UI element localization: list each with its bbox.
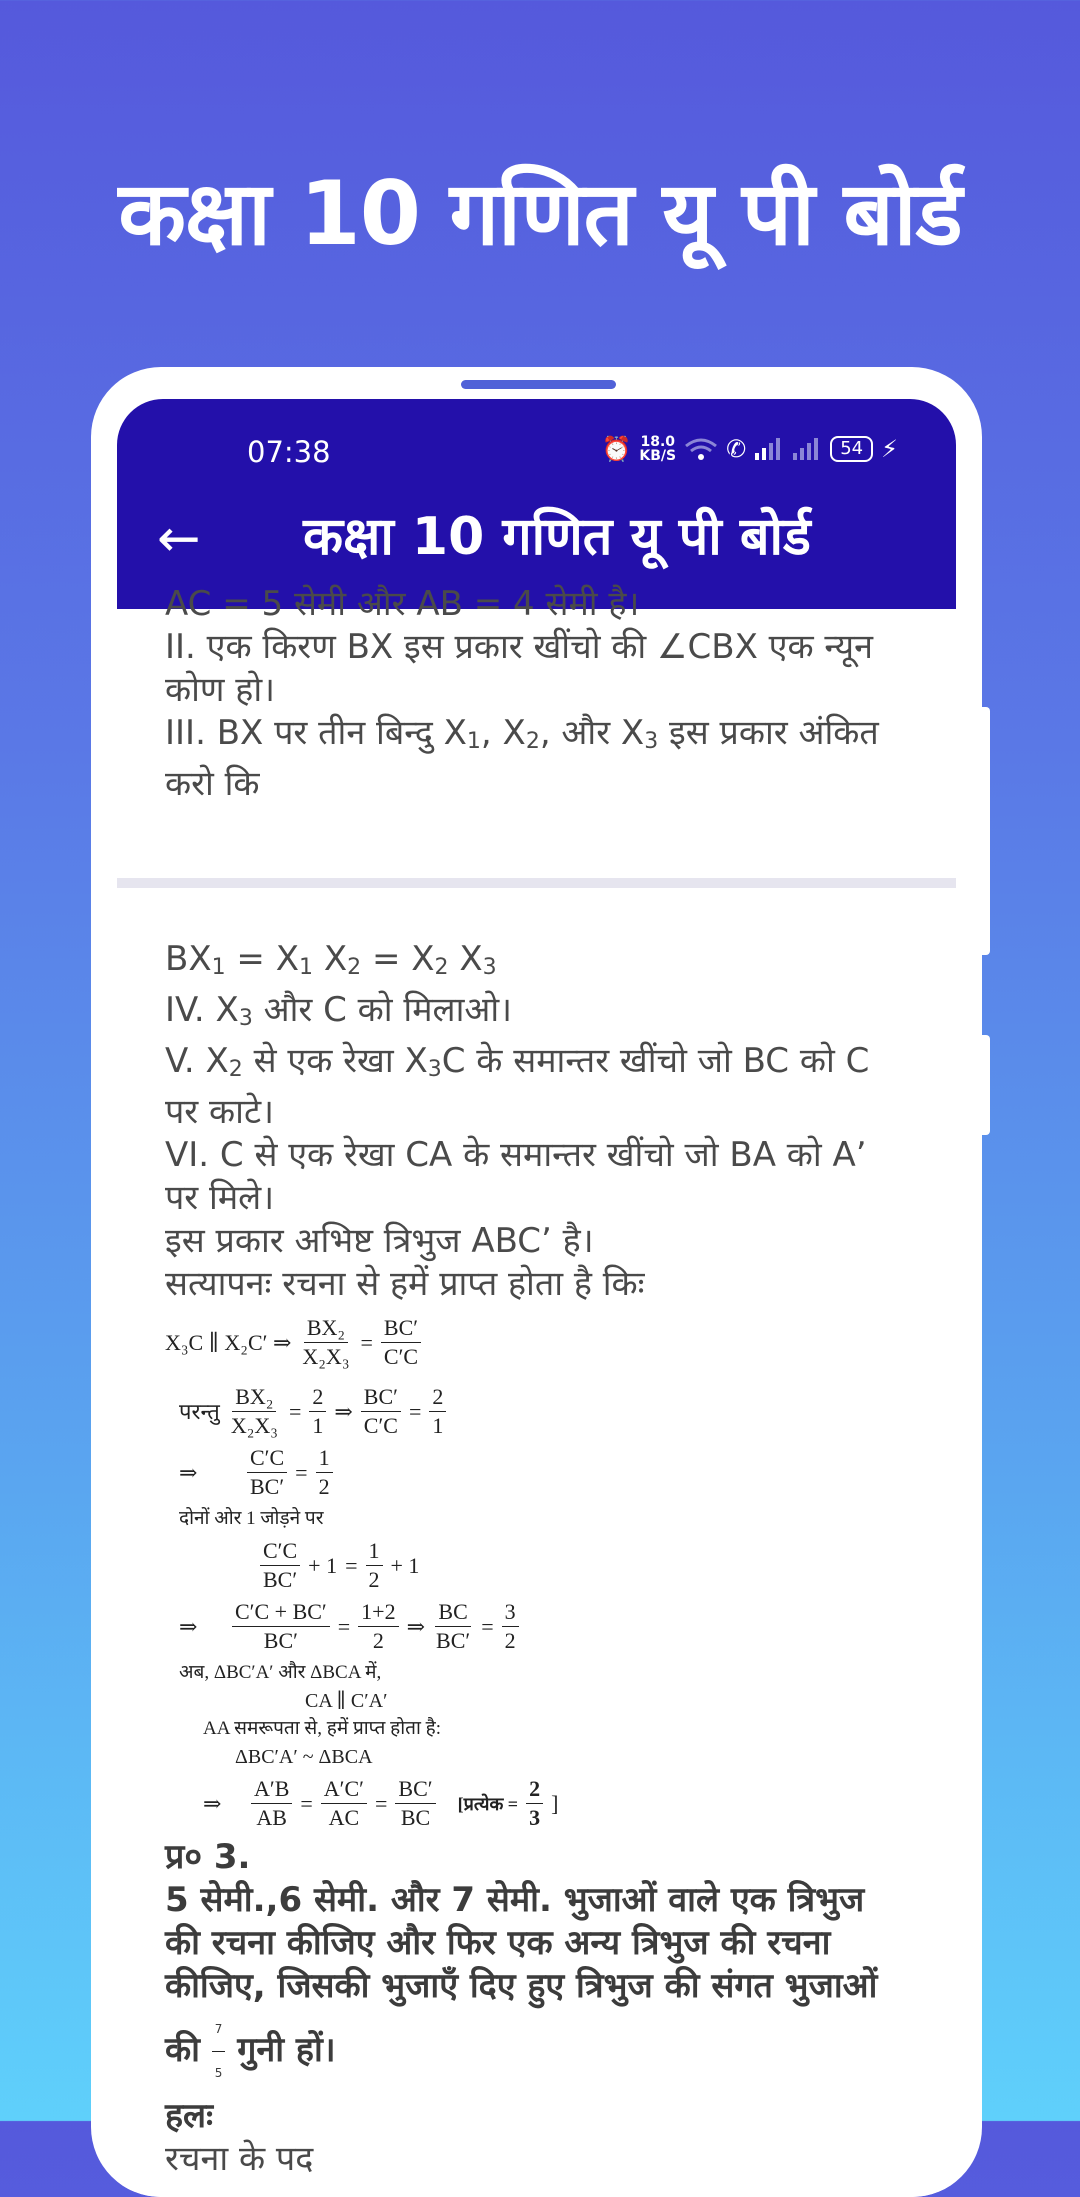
question-block xyxy=(117,1836,956,2138)
page-title: कक्षा 10 गणित यू पी बोर्ड xyxy=(303,507,811,567)
content-scroll[interactable] xyxy=(117,584,956,2181)
math-row: X₃C ∥ X₂C′ ⇒ $\frac{\text{BX₂}}{\text{X₂X₃}}$ = $\frac{BC'}{C'C}$ xyxy=(165,1314,908,1371)
phone-notch xyxy=(461,380,616,389)
math-row: ⇒ $\frac{A'B}{AB}$ = $\frac{A'C'}{AC}$ = $\frac{BC'}{BC}$ [प्रत्येक = $\frac{2}{3}$ ] xyxy=(203,1776,559,1830)
math-row: अब, ΔBC′A′ और ΔBCA में, xyxy=(179,1662,382,1683)
math-derivation xyxy=(117,1314,956,1832)
phone-side-button xyxy=(982,707,990,955)
card-text-1 xyxy=(117,583,956,806)
text-line: IV. X3 और C को मिलाओ। xyxy=(165,990,513,1031)
math-row: AA समरूपता से, हमें प्राप्त होता है: xyxy=(203,1718,441,1739)
math-row: दोनों ओर 1 जोड़ने पर xyxy=(179,1508,324,1529)
battery-indicator: 54 xyxy=(830,436,873,462)
text-line: सत्यापनः रचना से हमें प्राप्त होता है किः xyxy=(165,1264,645,1304)
phone-frame xyxy=(91,367,982,2197)
text-line: II. एक किरण BX इस प्रकार खींचो की ∠CBX एक न्यून कोण हो। xyxy=(165,627,874,710)
card-divider xyxy=(117,878,956,888)
promo-title: कक्षा 10 गणित यू पी बोर्ड xyxy=(118,162,962,265)
signal-icon-2 xyxy=(792,437,822,461)
question-label: प्र० 3. xyxy=(165,1837,251,1877)
call-icon: ✆ xyxy=(726,435,747,463)
text-line: V. X2 से एक रेखा X3C के समान्तर खींचो जो BC को C पर काटे। xyxy=(165,1041,870,1132)
question-text: 5 सेमी.,6 सेमी. और 7 सेमी. भुजाओं वाले एक त्रिभुज की रचना कीजिए और फिर एक अन्य त्रिभुज की रचना कीजिए, जिसकी भुजाएँ दिए हुए त्रिभुज की संगत भुजाओं की $\frac{7}{5}$ गुनी हों। xyxy=(165,1880,878,2080)
phone-side-button xyxy=(982,1035,990,1135)
status-time: 07:38 xyxy=(247,435,331,469)
steps-heading: रचना के पद xyxy=(165,2139,314,2179)
back-button[interactable]: ← xyxy=(157,509,201,569)
text-line: इस प्रकार अभिष्ट त्रिभुज ABC’ है। xyxy=(165,1221,594,1261)
text-line: III. BX पर तीन बिन्दु X1, X2, और X3 इस प्रकार अंकित करो कि xyxy=(165,713,879,804)
alarm-icon: ⏰ xyxy=(601,435,632,463)
solution-label: हलः xyxy=(165,2096,213,2136)
network-speed: 18.0 KB/S xyxy=(639,434,677,464)
signal-icon xyxy=(754,437,784,461)
app-bar xyxy=(117,399,956,609)
math-row: $\frac{C'C}{BC'}$ + 1 = $\frac{1}{2}$ + 1 xyxy=(165,1537,908,1594)
text-line: AC = 5 सेमी और AB = 4 सेमी है। xyxy=(165,584,640,624)
text-line: VI. C से एक रेखा CA के समान्तर खींचो जो BA को A’ पर मिले। xyxy=(165,1135,867,1218)
card-text-2 xyxy=(117,938,956,1306)
math-row: परन्तु $\frac{\text{BX₂}}{\text{X₂X₃}}$ = $\frac{2}{1}$ ⇒ $\frac{BC'}{C'C}$ = $\frac{2}{1}$ xyxy=(165,1383,908,1440)
status-icons xyxy=(602,435,898,463)
math-row: ΔBC′A′ ~ ΔBCA xyxy=(235,1746,373,1768)
math-row: ⇒ $\frac{C'C}{BC'}$ = $\frac{1}{2}$ xyxy=(165,1444,908,1501)
math-row: CA ∥ C′A′ xyxy=(305,1690,388,1712)
charging-icon: ⚡ xyxy=(881,435,898,463)
app-screen xyxy=(117,399,956,2197)
wifi-icon xyxy=(684,437,718,461)
text-line: BX1 = X1 X2 = X2 X3 xyxy=(165,939,497,980)
math-row: ⇒ $\frac{C'C + BC'}{BC'}$ = $\frac{1+2}{2}$ ⇒ $\frac{BC}{BC'}$ = $\frac{3}{2}$ xyxy=(165,1598,908,1655)
